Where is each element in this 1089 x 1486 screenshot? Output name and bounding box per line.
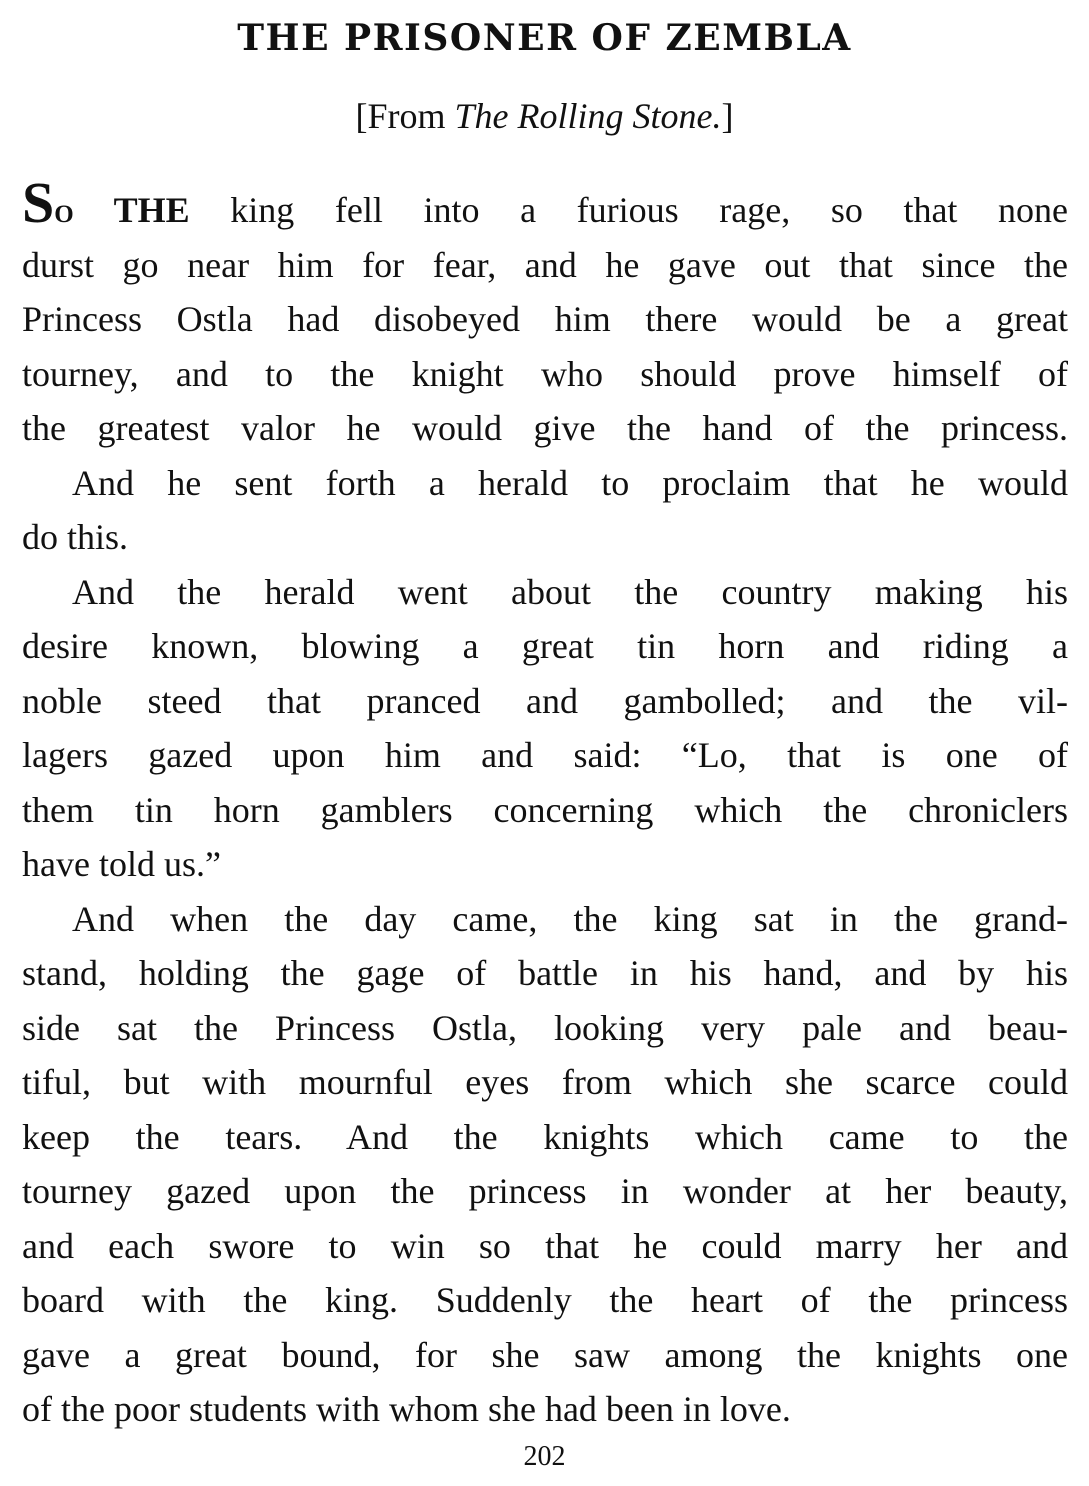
line-text: king fell into a furious rage, so that none bbox=[189, 190, 1068, 230]
page-number: 202 bbox=[523, 1441, 566, 1472]
drop-cap: S bbox=[22, 183, 55, 235]
body-text bbox=[22, 183, 1068, 1437]
text-line: tourney gazed upon the princess in wonder at her beauty, bbox=[22, 1171, 1068, 1211]
text-line: stand, holding the gage of battle in his hand, and by his bbox=[22, 953, 1068, 993]
text-line: And the herald went about the country making his bbox=[72, 571, 1068, 612]
text-line: the greatest valor he would give the hand of the princess. bbox=[22, 408, 1068, 448]
text-line: do this. bbox=[22, 517, 129, 557]
text-line: desire known, blowing a great tin horn and riding a bbox=[22, 626, 1068, 666]
source-close: ] bbox=[721, 96, 734, 136]
source-attribution bbox=[0, 94, 1089, 138]
text-line: durst go near him for fear, and he gave out that since the bbox=[22, 244, 1068, 285]
opening-words: o THE bbox=[54, 190, 190, 230]
chapter-title: THE PRISONER OF ZEMBLA bbox=[237, 17, 852, 59]
text-line: have told us.” bbox=[22, 844, 221, 884]
text-line: And when the day came, the king sat in the grand- bbox=[72, 898, 1068, 939]
text-line: tiful, but with mournful eyes from which she scarce could bbox=[22, 1062, 1068, 1102]
text-line: gave a great bound, for she saw among the knights one bbox=[22, 1334, 1068, 1375]
text-line: Princess Ostla had disobeyed him there would be a great bbox=[22, 299, 1068, 339]
text-line: And he sent forth a herald to proclaim that he would bbox=[72, 462, 1068, 503]
text-line: board with the king. Suddenly the heart of the princess bbox=[22, 1280, 1068, 1320]
text-line: lagers gazed upon him and said: “Lo, that is one of bbox=[22, 735, 1068, 775]
text-line: keep the tears. And the knights which came to the bbox=[22, 1116, 1068, 1157]
text-line: tourney, and to the knight who should prove himself of bbox=[22, 353, 1068, 394]
text-line: noble steed that pranced and gambolled; and the vil- bbox=[22, 680, 1068, 721]
source-publication: The Rolling Stone. bbox=[454, 96, 722, 136]
text-line bbox=[22, 183, 1068, 238]
text-line: them tin horn gamblers concerning which the chroniclers bbox=[22, 789, 1068, 830]
source-open: [From bbox=[355, 96, 455, 136]
text-line: side sat the Princess Ostla, looking very pale and beau- bbox=[22, 1007, 1068, 1048]
text-line: and each swore to win so that he could marry her and bbox=[22, 1225, 1068, 1266]
text-line: of the poor students with whom she had been in love. bbox=[22, 1389, 791, 1429]
